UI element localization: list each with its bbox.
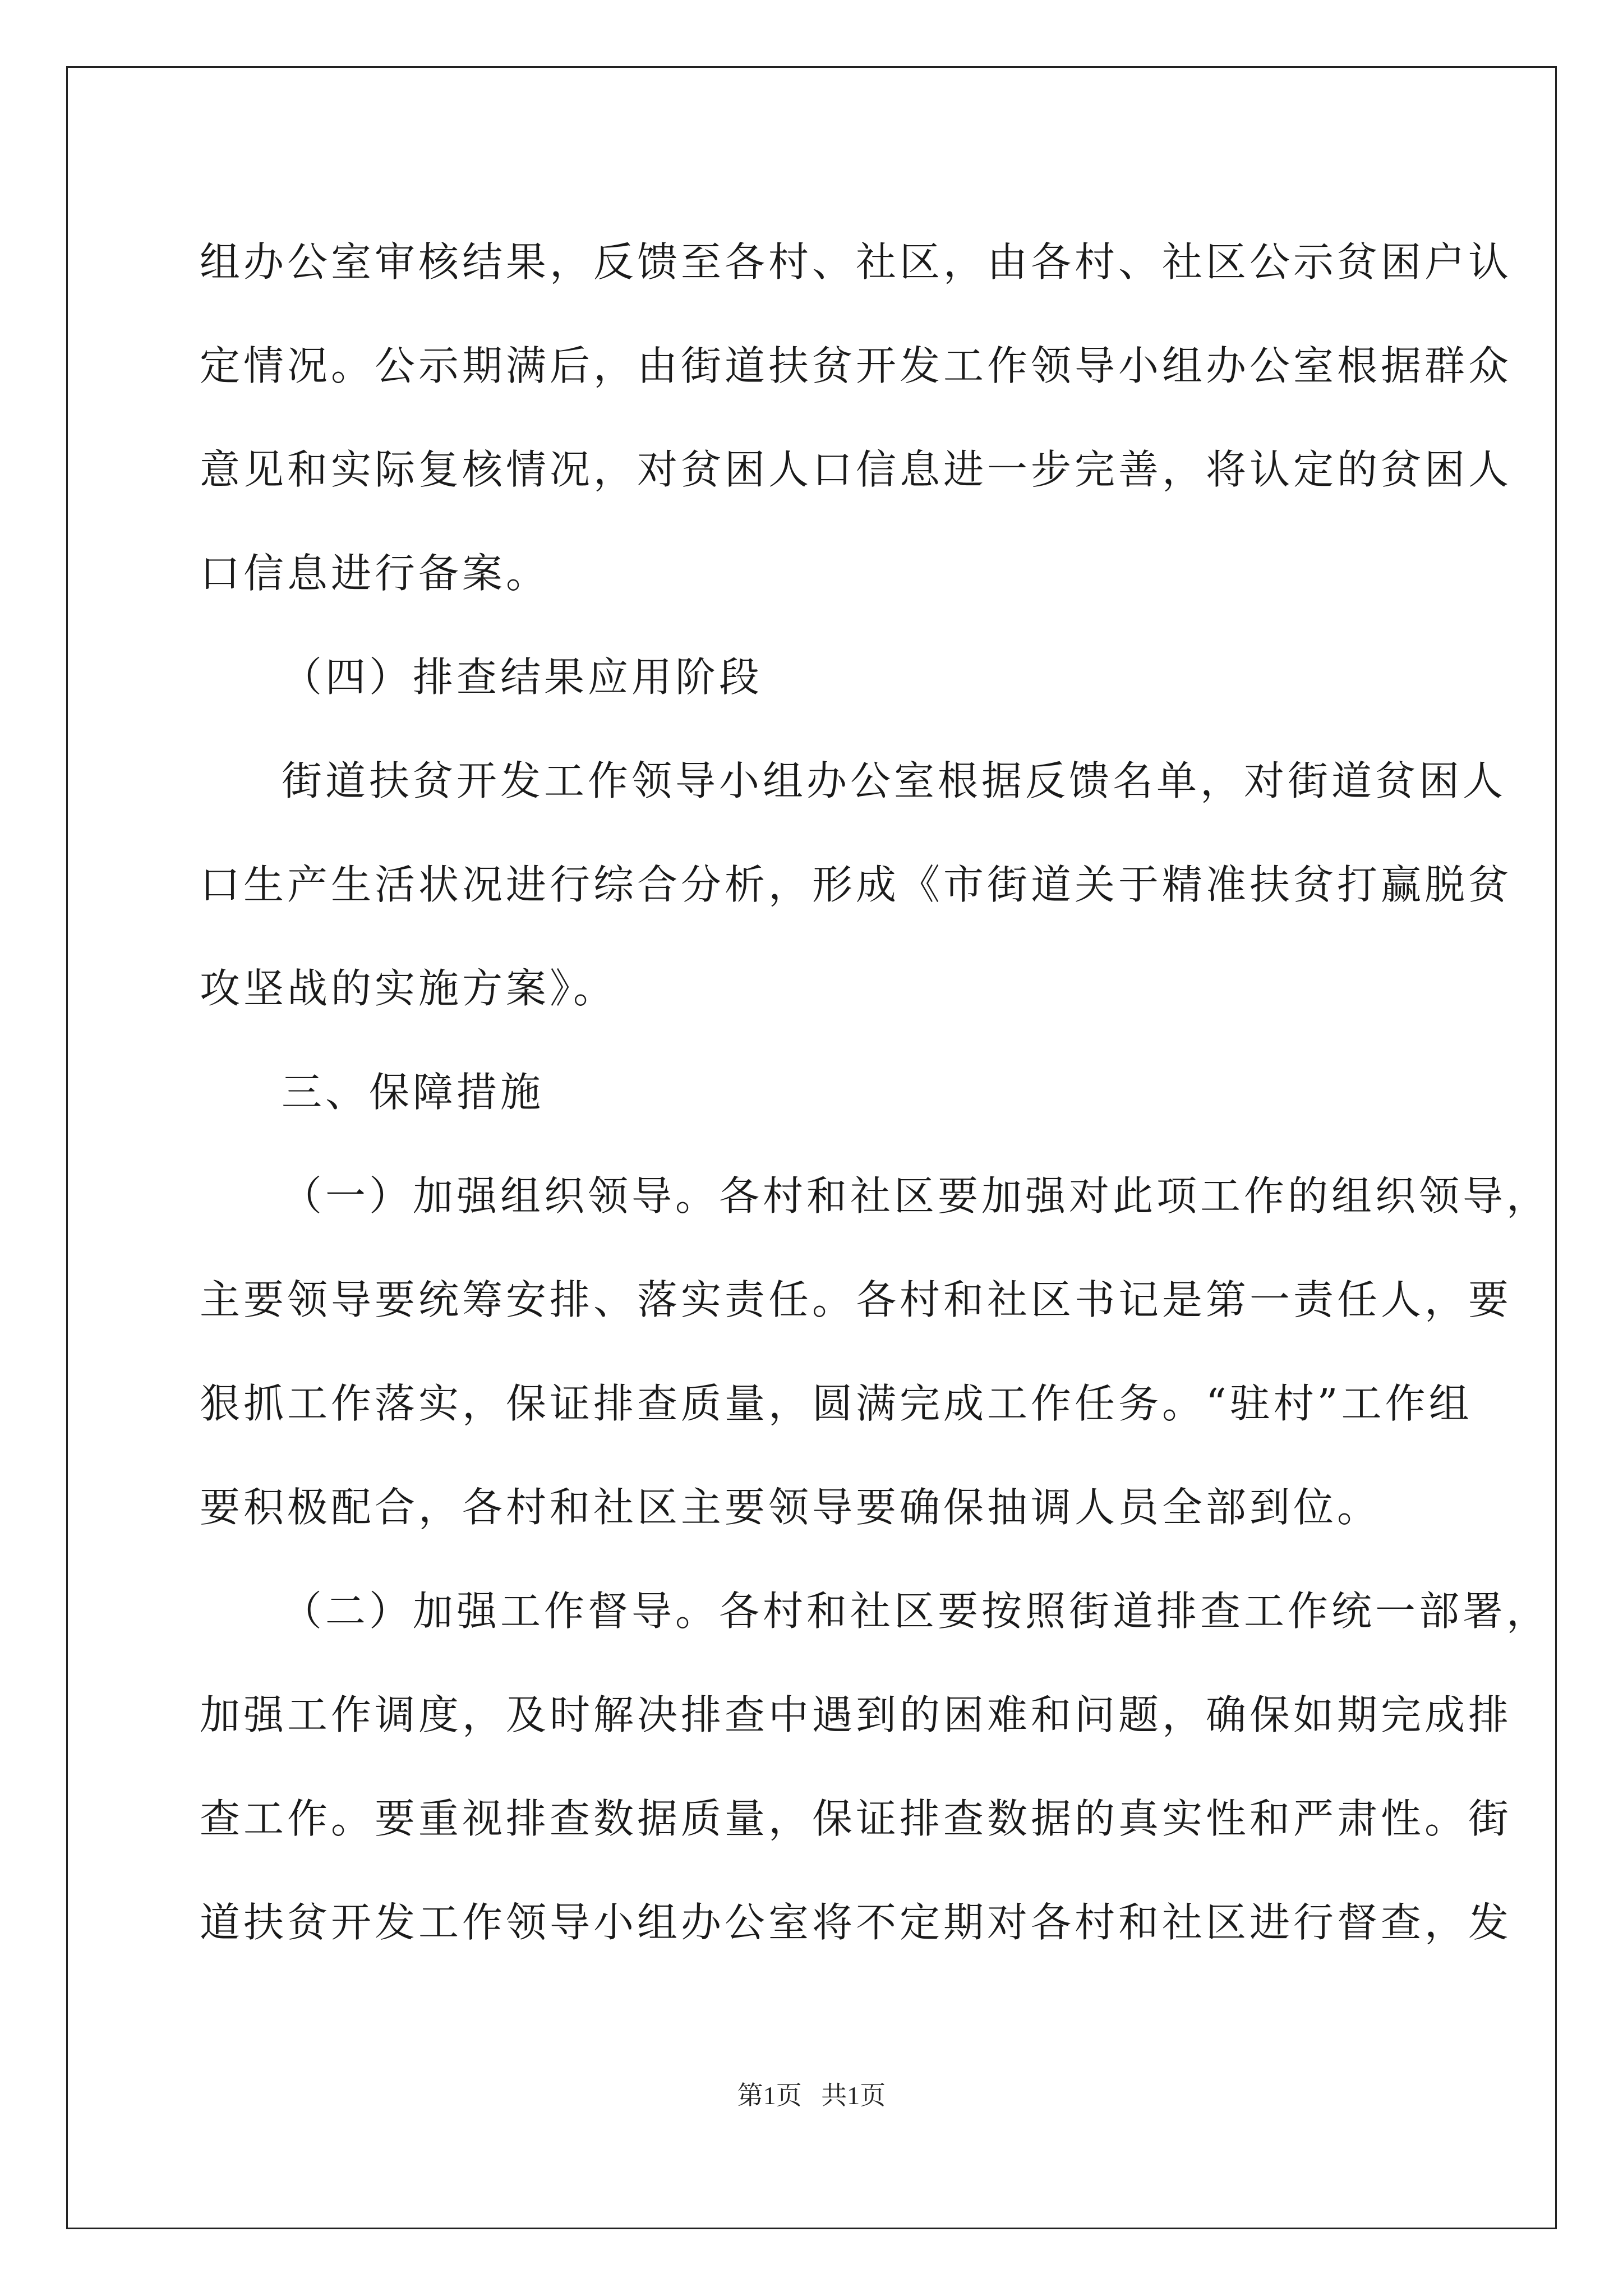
- text-line: 定情况。公示期满后，由街道扶贫开发工作领导小组办公室根据群众: [200, 342, 1513, 389]
- text-line: 要积极配合，各村和社区主要领导要确保抽调人员全部到位。: [200, 1484, 1381, 1531]
- text-line: （二）加强工作督导。各村和社区要按照街道排查工作统一部署，: [282, 1588, 1551, 1635]
- text-line: （一）加强组织领导。各村和社区要加强对此项工作的组织领导，: [282, 1172, 1551, 1220]
- text-line: 攻坚战的实施方案》。: [200, 965, 617, 1012]
- text-line: 口信息进行备案。: [200, 550, 550, 597]
- section-heading: 三、保障措施: [282, 1069, 545, 1116]
- document-body: [200, 210, 1551, 1975]
- text-line: 道扶贫开发工作领导小组办公室将不定期对各村和社区进行督查，发: [200, 1899, 1513, 1946]
- text-line: 加强工作调度，及时解决排查中遇到的困难和问题，确保如期完成排: [200, 1691, 1513, 1738]
- text-line: 口生产生活状况进行综合分析，形成《市街道关于精准扶贫打赢脱贫: [200, 861, 1513, 908]
- text-line: 查工作。要重视排查数据质量，保证排查数据的真实性和严肃性。街: [200, 1795, 1513, 1842]
- text-line: 街道扶贫开发工作领导小组办公室根据反馈名单，对街道贫困人: [282, 757, 1507, 804]
- page-number-footer: 第1页 共1页: [737, 2081, 886, 2110]
- text-line: 意见和实际复核情况，对贫困人口信息进一步完善，将认定的贫困人: [200, 446, 1513, 493]
- section-heading: （四）排查结果应用阶段: [282, 654, 763, 701]
- text-line: 组办公室审核结果，反馈至各村、社区，由各村、社区公示贫困户认: [200, 238, 1513, 286]
- text-line: 狠抓工作落实，保证排查质量，圆满完成工作任务。“驻村”工作组: [200, 1380, 1473, 1427]
- text-line: 主要领导要统筹安排、落实责任。各村和社区书记是第一责任人，要: [200, 1276, 1513, 1323]
